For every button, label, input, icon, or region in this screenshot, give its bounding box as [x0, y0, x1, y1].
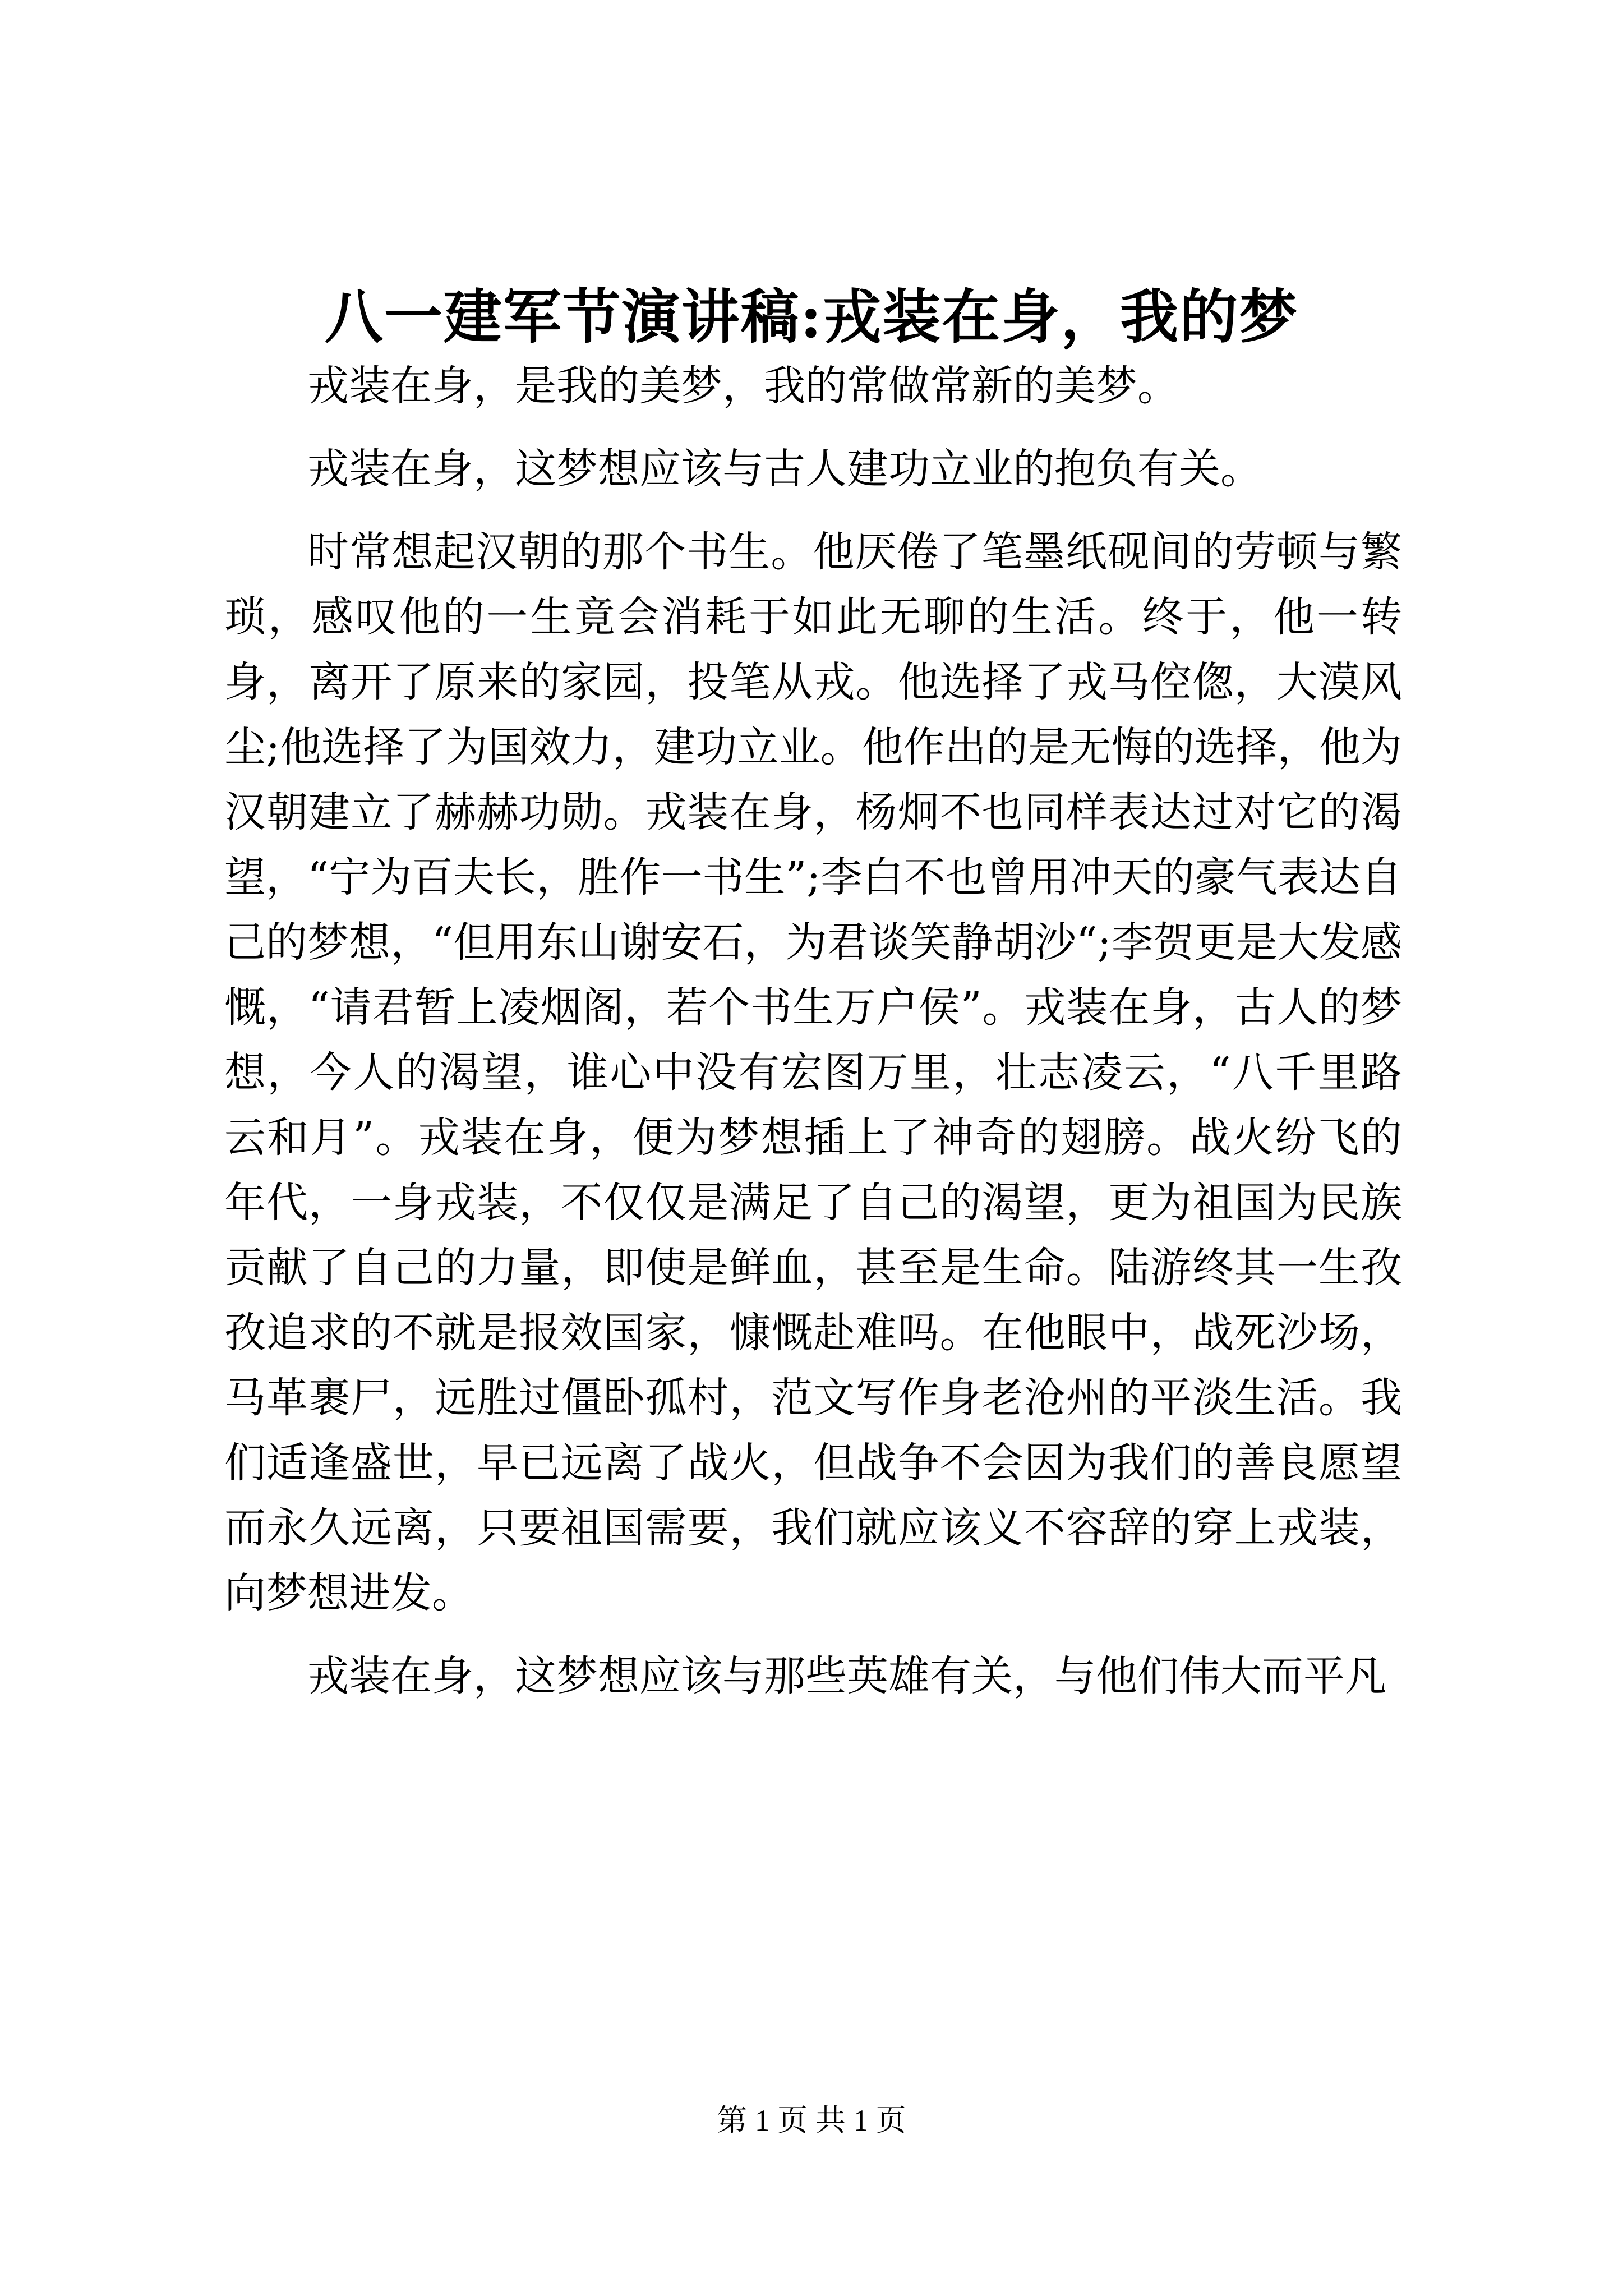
paragraph: 戎装在身，这梦想应该与古人建功立业的抱负有关。	[307, 445, 1262, 493]
paragraph: 戎装在身，这梦想应该与那些英雄有关，与他们伟大而平凡	[307, 1652, 1386, 1700]
page-footer: 第 1 页 共 1 页	[717, 2104, 906, 2137]
paragraph: 时常想起汉朝的那个书生。他厌倦了笔墨纸砚间的劳顿与繁琐，感叹他的一生竟会消耗于如此无聊的生活。终于，他一转身，离开了原来的家园，投笔从戎。他选择了戎马倥偬，大漠风尘;他选择了为国效力，建功立业。他作出的是无悔的选择，他为汉朝建立了赫赫功勋。戎装在身，杨炯不也同样表达过对它的渴望，“宁为百夫长，胜作一书生”;李白不也曾用冲天的豪气表达自己的梦想，“但用东山谢安石，为君谈笑静胡沙“;李贺更是大发感慨，“请君暂上凌烟阁，若个书生万户侯”。戎装在身，古人的梦想，今人的渴望，谁心中没有宏图万里，壮志凌云，“八千里路云和月”。戎装在身，便为梦想插上了神奇的翅膀。战火纷飞的年代，一身戎装，不仅仅是满足了自己的渴望，更为祖国为民族贡献了自己的力量，即使是鲜血，甚至是生命。陆游终其一生孜孜追求的不就是报效国家，慷慨赴难吗。在他眼中，战死沙场，马革裹尸，远胜过僵卧孤村，范文写作身老沧州的平淡生活。我们适逢盛世，早已远离了战火，但战争不会因为我们的善良愿望而永久远离，只要祖国需要，我们就应该义不容辞的穿上戎装，向梦想进发。	[224, 528, 1402, 1617]
document-body	[224, 353, 1402, 1727]
paragraph: 戎装在身，是我的美梦，我的常做常新的美梦。	[307, 362, 1179, 410]
document-title: 八一建军节演讲稿:戎装在身，我的梦	[324, 282, 1299, 351]
